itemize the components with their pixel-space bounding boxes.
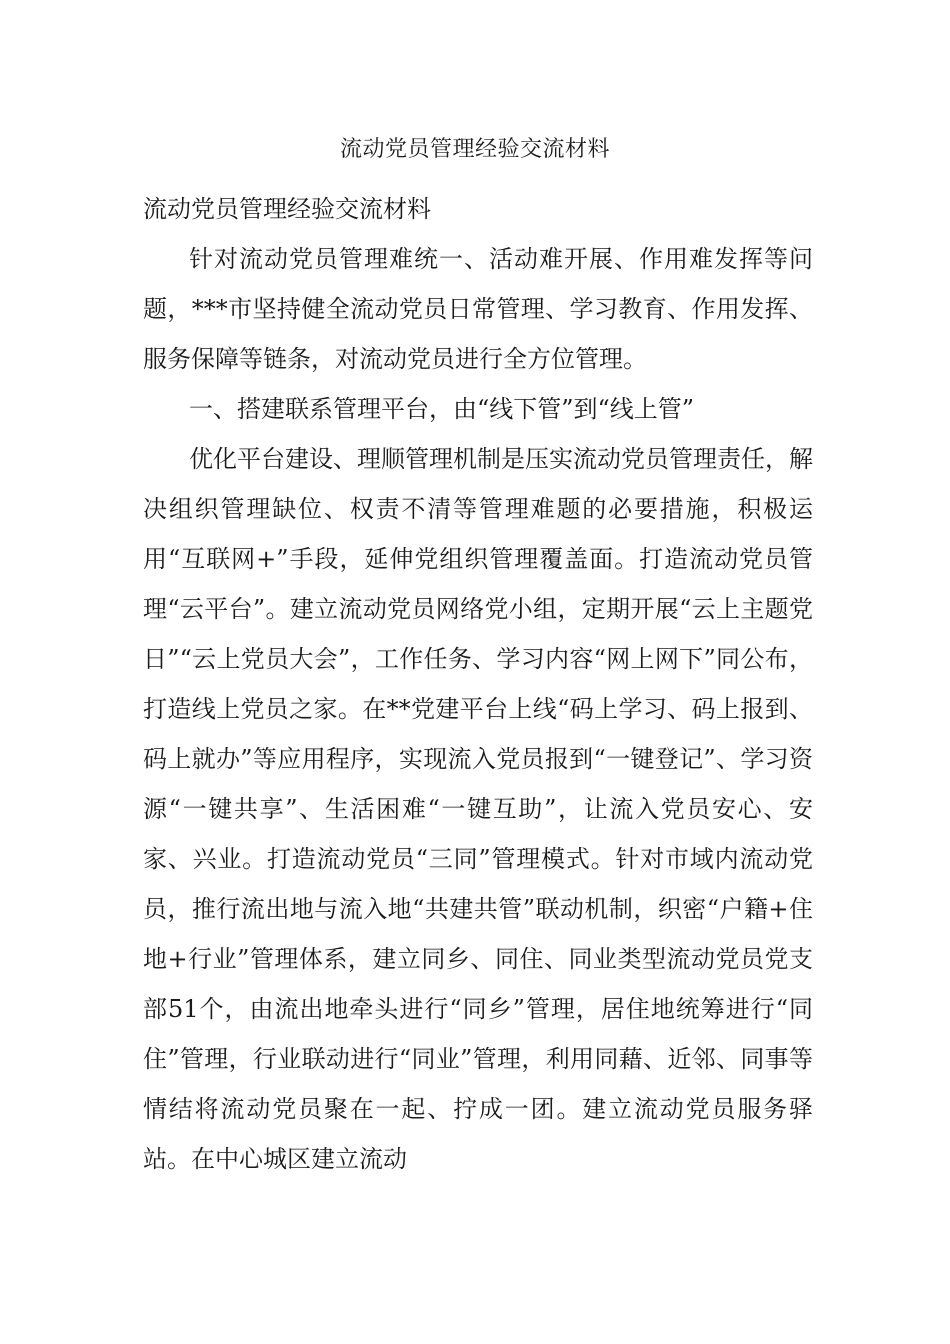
document-subtitle: 流动党员管理经验交流材料 — [143, 195, 431, 223]
document-body — [143, 184, 813, 1184]
document-title: 流动党员管理经验交流材料 — [339, 137, 610, 162]
intro-paragraph: 针对流动党员管理难统一、活动难开展、作用难发挥等问题，***市坚持健全流动党员日常管理、学习教育、作用发挥、服务保障等链条，对流动党员进行全方位管理。 — [143, 245, 813, 373]
section-heading: 一、搭建联系管理平台，由“线下管”到“线上管” — [189, 395, 695, 423]
body-paragraph: 优化平台建设、理顺管理机制是压实流动党员管理责任，解决组织管理缺位、权责不清等管理难题的必要措施，积极运用“互联网+”手段，延伸党组织管理覆盖面。打造流动党员管理“云平台”。建立流动党员网络党小组，定期开展“云上主题党日”“云上党员大会”，工作任务、学习内容“网上网下”同公布，打造线上党员之家。在**党建平台上线“码上学习、码上报到、码上就办”等应用程序，实现流入党员报到“一键登记”、学习资源“一键共享”、生活困难“一键互助”，让流入党员安心、安家、兴业。打造流动党员“三同”管理模式。针对市域内流动党员，推行流出地与流入地“共建共管”联动机制，织密“户籍+住地+行业”管理体系，建立同乡、同住、同业类型流动党员党支部51个，由流出地牵头进行“同乡”管理，居住地统筹进行“同住”管理，行业联动进行“同业”管理，利用同藉、近邻、同事等情结将流动党员聚在一起、拧成一团。建立流动党员服务驿站。在中心城区建立流动 — [143, 445, 813, 1173]
